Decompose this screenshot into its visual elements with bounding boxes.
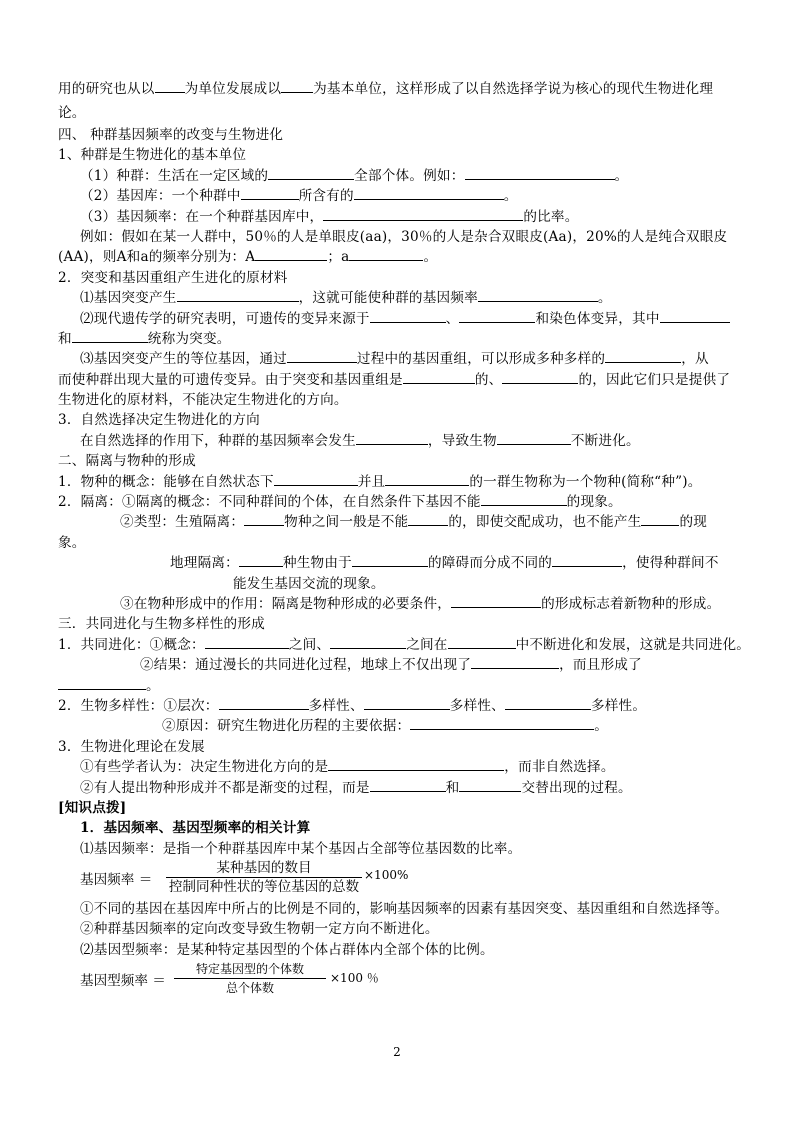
text: 3．生物进化理论在发展 [58, 738, 205, 755]
blank [497, 431, 571, 445]
text: ，而且形成了 [559, 657, 642, 674]
blank [370, 309, 446, 323]
blank [660, 309, 730, 323]
text: ②有人提出物种形成并不都是渐变的过程，而是 [80, 779, 370, 796]
text-line [58, 247, 748, 267]
text: 二、隔离与物种的形成 [58, 453, 196, 470]
text-line [58, 77, 748, 101]
text: 生物进化的原材料，不能决定生物进化的方向。 [58, 392, 348, 409]
text-line [58, 431, 748, 451]
text: ⑵基因型频率：是某种特定基因型的个体占群体内全部个体的比例。 [80, 941, 494, 958]
blank [281, 79, 313, 93]
blank [448, 635, 516, 649]
text: 。 [146, 677, 160, 694]
text: 。 [597, 290, 612, 307]
text: ，导致生物 [427, 432, 497, 449]
section-heading [58, 125, 748, 145]
text: 2．隔离：①隔离的概念：不同种群间的个体，在自然条件下基因不能 [58, 494, 481, 511]
blank [481, 492, 567, 506]
text: 在自然选择的作用下，种群的基因频率会发生 [80, 432, 356, 449]
text: 多样性。 [590, 697, 647, 714]
text-line [58, 594, 748, 614]
text: 例如：假如在某一人群中，50％的人是单眼皮(aa)，30％的人是杂合双眼皮(Aa)，20%的人是纯合双眼皮 [80, 228, 728, 245]
blank [459, 778, 521, 792]
text: 1、种群是生物进化的基本单位 [58, 147, 247, 164]
blank [205, 635, 289, 649]
denominator: 控制同种性状的等位基因的总数 [168, 879, 360, 896]
text: ⑶基因突变产生的等位基因，通过 [80, 351, 287, 368]
text: 所含有的 [298, 188, 354, 205]
text: ②原因：研究生物进化历程的主要依据： [162, 718, 411, 735]
text: 、 [445, 310, 460, 327]
blank [287, 349, 357, 363]
text: (AA)，则A和a的频率分别为：A [58, 249, 256, 266]
text: 不断进化。 [570, 432, 640, 449]
text: 为基本单位，这样形成了以自然选择学说为核心的现代生物进化理 [313, 81, 714, 97]
text: 2．突变和基因重组产生进化的原材料 [58, 269, 288, 286]
text: 。 [423, 249, 438, 266]
blank [641, 512, 679, 526]
text-line [58, 676, 748, 696]
blank [241, 186, 299, 200]
fraction [174, 960, 326, 997]
text: 的比率。 [523, 208, 579, 225]
text-line [58, 166, 748, 186]
text: 的，因此它们只是提供了 [578, 371, 731, 388]
blank [72, 329, 148, 343]
text: ，从 [681, 351, 709, 368]
blank [478, 288, 598, 302]
blank [385, 472, 469, 486]
blank [352, 553, 428, 567]
text: ⑴基因频率：是指一个种群基因库中某个基因占全部等位基因数的比率。 [80, 840, 522, 857]
text: 1．基因频率、基因型频率的相关计算 [80, 820, 311, 837]
text: 1．共同进化：①概念： [58, 636, 205, 653]
text-line [58, 574, 748, 594]
blank [465, 166, 615, 180]
blank [502, 370, 578, 384]
blank [349, 247, 423, 261]
text-line [58, 553, 748, 573]
blank [328, 757, 504, 771]
text: （2）基因库：一个种群中 [80, 188, 241, 205]
text: ②类型：生殖隔离： [120, 514, 245, 531]
blank [552, 553, 622, 567]
text: 的现 [679, 514, 708, 531]
text-line [58, 533, 748, 553]
text: 1．物种的概念：能够在自然状态下 [58, 473, 274, 490]
blank [155, 79, 185, 93]
text: 三．共同进化与生物多样性的形成 [58, 616, 265, 633]
text: 。 [503, 188, 518, 205]
text: ，这就可能使种群的基因频率 [298, 290, 478, 307]
text: 全部个体。例如： [354, 167, 465, 184]
text: 之间、 [288, 636, 331, 653]
text: 和染色体变异，其中 [535, 310, 660, 327]
text: ⑵现代遗传学的研究表明，可遗传的变异来源于 [80, 310, 370, 327]
blank [408, 512, 448, 526]
genotype-frequency-formula [58, 960, 748, 1000]
blank [244, 512, 284, 526]
text-line [58, 390, 748, 410]
text-line [58, 492, 748, 512]
text: 的形成标志着新物种的形成。 [541, 595, 721, 612]
text-line [58, 655, 748, 675]
text: ，使得种群间不 [622, 555, 719, 572]
text-line [58, 329, 748, 349]
blank [459, 309, 535, 323]
blank [356, 431, 428, 445]
text: 之间在 [406, 636, 448, 653]
text: 2．生物多样性：①层次： [58, 697, 219, 714]
text: 而使种群出现大量的可遗传变异。由于突变和基因重组是 [58, 371, 403, 388]
text: 。 [594, 718, 609, 735]
text: 论。 [58, 105, 86, 121]
text: 四、 种群基因频率的改变与生物进化 [58, 127, 284, 143]
text: 的障碍而分成不同的 [427, 555, 553, 572]
subsection-heading [58, 737, 748, 757]
text: 的现象。 [566, 494, 622, 511]
blank [370, 778, 446, 792]
formula-label: 基因型频率 ＝ [80, 973, 166, 990]
text: 用的研究也从以 [58, 81, 155, 97]
knowledge-subheading [58, 818, 748, 838]
text: ；a [327, 249, 350, 266]
text-line [58, 940, 748, 960]
text-line [58, 207, 748, 227]
section-heading [58, 451, 748, 471]
formula-suffix: ×100% [364, 868, 409, 883]
text: 象。 [58, 534, 86, 551]
page-number: 2 [393, 1045, 401, 1059]
text-line [58, 512, 748, 532]
blank [403, 370, 475, 384]
blank [451, 594, 541, 608]
blank [268, 166, 354, 180]
text: 的，即使交配成功，也不能产生 [448, 514, 642, 531]
text: 过程中的基因重组，可以形成多种多样的 [356, 351, 606, 368]
text-line [58, 186, 748, 206]
text: 并且 [357, 473, 386, 490]
blank [471, 655, 559, 669]
text-line [58, 696, 748, 716]
text-line [58, 227, 748, 247]
text: 多样性、 [308, 697, 364, 714]
text: 为单位发展成以 [184, 81, 282, 97]
text-line [58, 101, 748, 125]
text: 地理隔离： [170, 555, 239, 572]
text-line [58, 716, 748, 736]
text: 和 [445, 779, 460, 796]
text: ，而非自然选择。 [504, 759, 615, 776]
blank [323, 207, 523, 221]
text: ②结果：通过漫长的共同进化过程，地球上不仅出现了 [140, 657, 472, 674]
text: （3）基因频率：在一个种群基因库中， [80, 208, 324, 225]
blank [605, 349, 681, 363]
subsection-heading [58, 410, 748, 430]
text-line [58, 899, 748, 919]
blank [58, 676, 146, 690]
numerator: 某种基因的数目 [166, 859, 362, 878]
blank [219, 696, 309, 710]
blank [364, 696, 450, 710]
formula-label: 基因频率 ＝ [80, 872, 153, 889]
text: [知识点拨] [58, 799, 127, 816]
blank [505, 696, 591, 710]
text: 种生物由于 [282, 555, 352, 572]
text: ③在物种形成中的作用：隔离是物种形成的必要条件， [120, 595, 452, 612]
blank [177, 288, 299, 302]
text: 中不断进化和发展，这就是共同进化。 [515, 636, 751, 653]
blank [274, 472, 358, 486]
text: 统称为突变。 [147, 330, 231, 347]
text: 和 [58, 330, 72, 347]
blank [410, 716, 594, 730]
text: 交替出现的过程。 [521, 779, 632, 796]
text: ⑴基因突变产生 [80, 290, 177, 307]
text: ①有些学者认为：决定生物进化方向的是 [80, 759, 329, 776]
text: （1）种群：生活在一定区域的 [80, 167, 269, 184]
blank [239, 553, 283, 567]
text: 物种之间一般是不能 [284, 514, 409, 531]
text: 。 [614, 167, 629, 184]
text-line [58, 472, 748, 492]
text: 的、 [474, 371, 503, 388]
text: ①不同的基因在基因库中所占的比例是不同的，影响基因频率的因素有基因突变、基因重组和自然选择等。 [80, 901, 729, 918]
text-line [58, 635, 751, 655]
section-heading [58, 614, 748, 634]
formula-suffix: ×100 ％ [330, 971, 379, 986]
text-line [58, 349, 748, 369]
text: 多样性、 [449, 697, 505, 714]
subsection-heading [58, 268, 748, 288]
text-line [58, 370, 748, 390]
text: 3．自然选择决定生物进化的方向 [58, 412, 260, 429]
denominator: 总个体数 [225, 981, 274, 996]
gene-frequency-formula [58, 859, 748, 899]
knowledge-heading [58, 798, 748, 818]
text: 能发生基因交流的现象。 [233, 575, 385, 592]
text-line [58, 309, 748, 329]
blank [255, 247, 327, 261]
text-line [58, 757, 748, 777]
text-line [58, 778, 748, 798]
numerator: 特定基因型的个体数 [174, 960, 326, 979]
text-line [58, 919, 748, 939]
text: ②种群基因频率的定向改变导致生物朝一定方向不断进化。 [80, 921, 439, 938]
fraction [166, 859, 362, 896]
text: 的一群生物称为一个物种(简称“种”)。 [469, 473, 702, 490]
text-line [58, 288, 748, 308]
text-line [58, 839, 748, 859]
document-page [58, 77, 751, 1000]
blank [354, 186, 504, 200]
blank [330, 635, 406, 649]
subsection-heading [58, 145, 748, 165]
